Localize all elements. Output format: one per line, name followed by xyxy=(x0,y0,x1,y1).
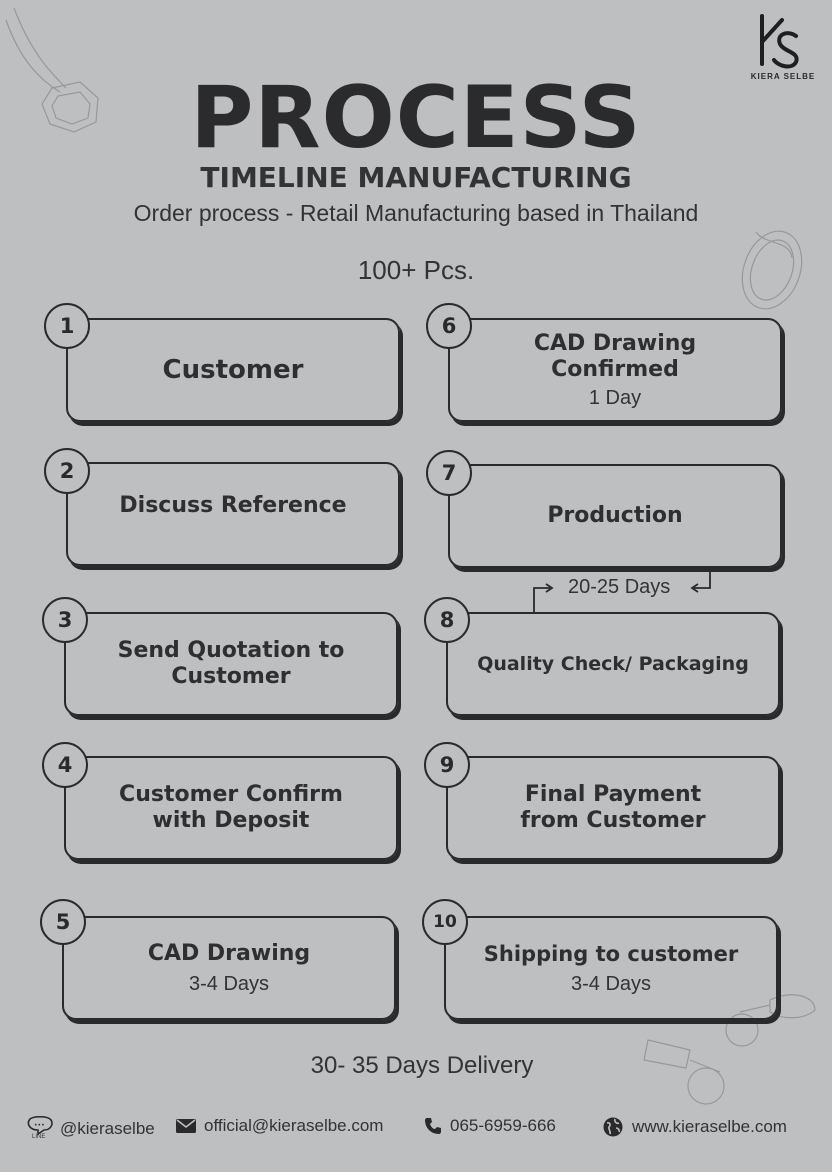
quantity-label: 100+ Pcs. xyxy=(357,255,475,285)
step-label: CAD Drawing xyxy=(147,940,311,966)
mail-icon xyxy=(176,1119,196,1133)
step-number-badge: 1 xyxy=(44,303,90,349)
step-card-4 xyxy=(64,756,398,860)
email-address: official@kieraselbe.com xyxy=(204,1116,384,1135)
step-number-badge: 8 xyxy=(424,597,470,643)
page-description: Order process - Retail Manufacturing based in Thailand xyxy=(133,200,699,226)
step-label: Customer Confirm with Deposit xyxy=(119,782,343,833)
step-card-9 xyxy=(446,756,780,860)
step-card-10 xyxy=(444,916,778,1020)
step-number-badge: 9 xyxy=(424,742,470,788)
step-label: CAD Drawing Confirmed xyxy=(533,330,697,382)
globe-icon xyxy=(602,1116,624,1138)
step-number-badge: 4 xyxy=(42,742,88,788)
step-label: Send Quotation to Customer xyxy=(117,638,345,689)
step-label: Final Payment from Customer xyxy=(520,782,706,833)
website-url: www.kieraselbe.com xyxy=(632,1117,787,1136)
contact-website[interactable] xyxy=(602,1116,787,1138)
brand-logo xyxy=(752,12,808,70)
step-card-5 xyxy=(62,916,396,1020)
step-card-8 xyxy=(446,612,780,716)
step-card-2 xyxy=(66,462,400,566)
step-duration: 3-4 Days xyxy=(570,972,652,995)
step-label: Discuss Reference xyxy=(119,493,347,518)
step-number-badge: 5 xyxy=(40,899,86,945)
phone-icon xyxy=(424,1117,442,1135)
step-label: Production xyxy=(547,503,683,528)
contact-phone[interactable] xyxy=(424,1116,556,1136)
line-handle: @kieraselbe xyxy=(60,1119,155,1138)
step-number-badge: 7 xyxy=(426,450,472,496)
production-duration-note: 20-25 Days xyxy=(568,576,671,598)
step-label: Shipping to customer xyxy=(483,941,739,966)
page-subtitle: TIMELINE MANUFACTURING xyxy=(200,161,632,194)
step-duration: 1 Day xyxy=(588,386,642,409)
step-duration: 3-4 Days xyxy=(188,972,270,995)
delivery-summary: 30- 35 Days Delivery xyxy=(310,1052,534,1079)
step-number-badge: 10 xyxy=(422,899,468,945)
step-card-3 xyxy=(64,612,398,716)
step-card-7 xyxy=(448,464,782,568)
step-label: Customer xyxy=(162,355,304,385)
page-title: PROCESS xyxy=(190,68,642,168)
phone-number: 065-6959-666 xyxy=(450,1116,556,1135)
line-chat-icon xyxy=(26,1116,56,1142)
contact-email[interactable] xyxy=(176,1116,383,1136)
step-card-1 xyxy=(66,318,400,422)
contact-line[interactable] xyxy=(26,1116,155,1142)
step-card-6 xyxy=(448,318,782,422)
svg-text:•••: ••• xyxy=(34,1122,45,1129)
step-number-badge: 3 xyxy=(42,597,88,643)
brand-name: KIERA SELBE xyxy=(750,72,816,81)
step-number-badge: 6 xyxy=(426,303,472,349)
line-icon-text: LINE xyxy=(32,1134,46,1140)
step-number-badge: 2 xyxy=(44,448,90,494)
step-label: Quality Check/ Packaging xyxy=(477,653,749,675)
